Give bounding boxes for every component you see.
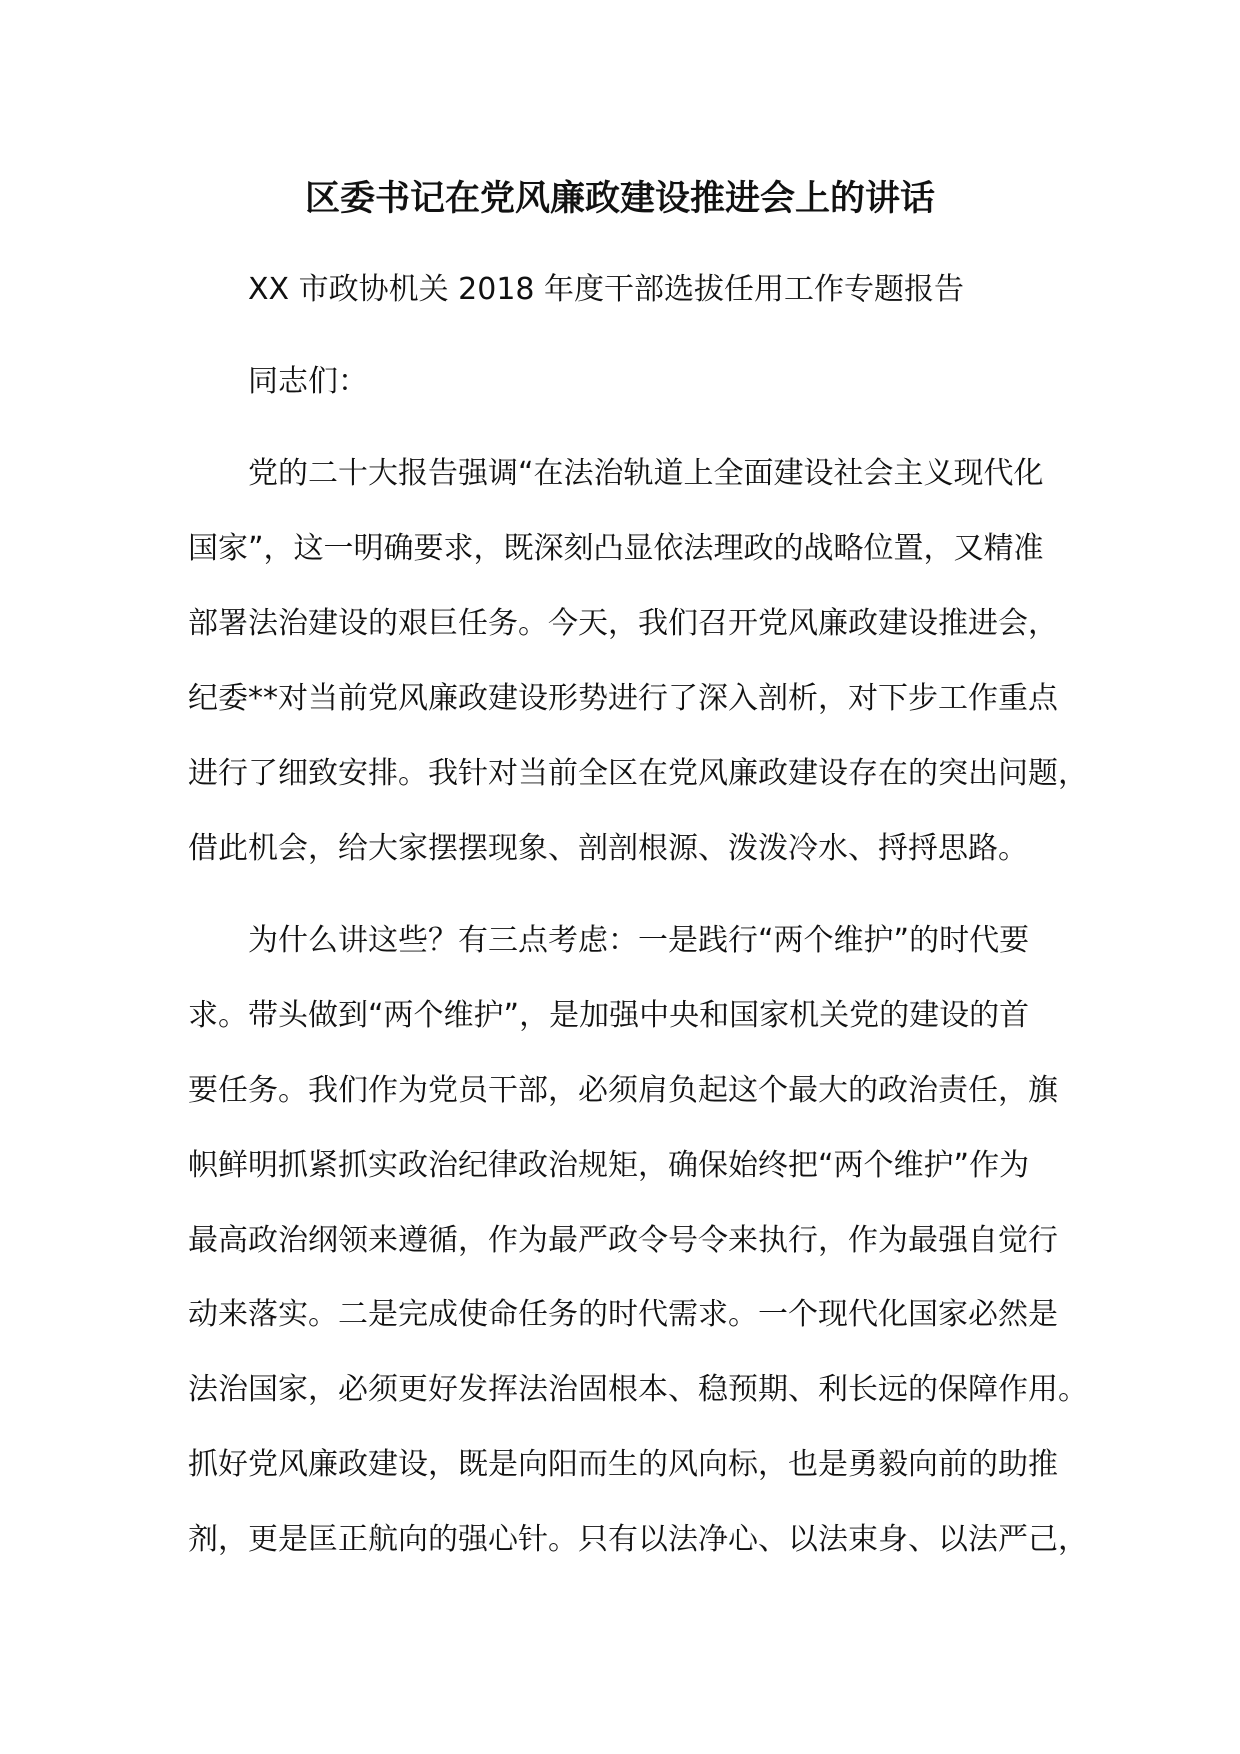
- paragraph-line: 帜鲜明抓紧抓实政治纪律政治规矩，确保始终把“两个维护”作为: [188, 1148, 1030, 1183]
- paragraph-line: 国家”，这一明确要求，既深刻凸显依法理政的战略位置，又精准: [188, 531, 1044, 566]
- paragraph-line: 要任务。我们作为党员干部，必须肩负起这个最大的政治责任，旗: [188, 1073, 1058, 1108]
- paragraph-line: 法治国家，必须更好发挥法治固根本、稳预期、利长远的保障作用。: [188, 1372, 1088, 1407]
- paragraph-line: 为什么讲这些？有三点考虑：一是践行“两个维护”的时代要: [248, 923, 1030, 958]
- paragraph-line: 剂，更是匡正航向的强心针。只有以法净心、以法束身、以法严己，: [188, 1522, 1088, 1557]
- paragraph-line: 进行了细致安排。我针对当前全区在党风廉政建设存在的突出问题，: [188, 756, 1088, 791]
- paragraph-line: 借此机会，给大家摆摆现象、剖剖根源、泼泼冷水、捋捋思路。: [188, 831, 1028, 866]
- document-title: 区委书记在党风廉政建设推进会上的讲话: [304, 179, 935, 219]
- paragraph-line: 求。带头做到“两个维护”，是加强中央和国家机关党的建设的首: [188, 998, 1030, 1033]
- paragraph-line: 部署法治建设的艰巨任务。今天，我们召开党风廉政建设推进会，: [188, 606, 1058, 641]
- paragraph-line: 动来落实。二是完成使命任务的时代需求。一个现代化国家必然是: [188, 1297, 1058, 1332]
- greeting: 同志们：: [248, 364, 368, 399]
- document-subtitle: XX 市政协机关 2018 年度干部选拔任用工作专题报告: [248, 272, 965, 307]
- paragraph-line: 抓好党风廉政建设，既是向阳而生的风向标，也是勇毅向前的助推: [188, 1447, 1058, 1482]
- paragraph-line: 纪委**对当前党风廉政建设形势进行了深入剖析，对下步工作重点: [188, 681, 1058, 716]
- paragraph-line: 最高政治纲领来遵循，作为最严政令号令来执行，作为最强自觉行: [188, 1223, 1058, 1258]
- paragraph-line: 党的二十大报告强调“在法治轨道上全面建设社会主义现代化: [248, 456, 1044, 491]
